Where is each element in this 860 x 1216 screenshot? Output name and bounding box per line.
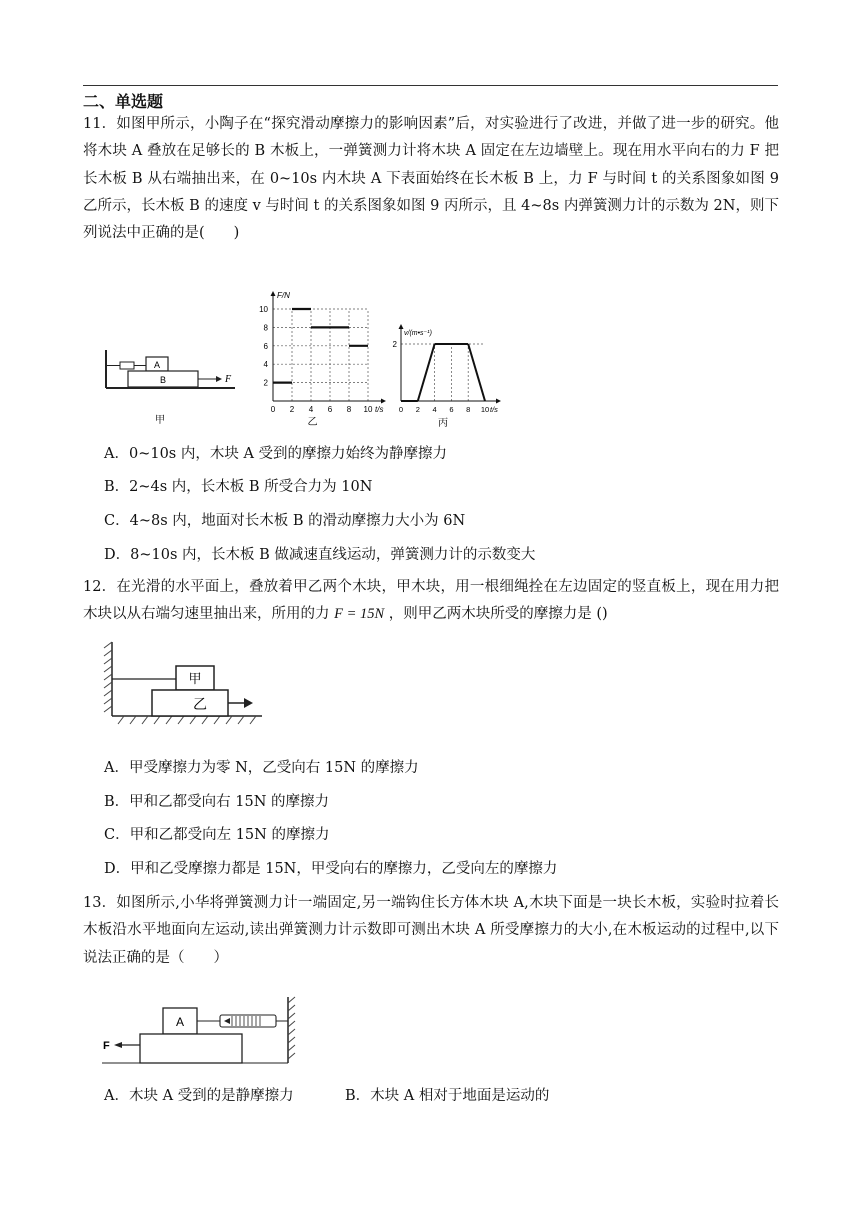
bing-ytick-label: 2 [392,340,397,349]
q11-chart-yi [243,283,393,428]
q12-figure [100,638,280,728]
yi-xlabel: t/s [375,405,384,414]
yi-xtick-label: 4 [308,405,314,414]
q13-label-a: A [175,1015,185,1029]
bing-x-arrow [496,399,501,404]
jia-label-f: F [225,374,232,385]
jia-label-a: A [153,360,161,370]
q12-option-d[interactable]: D．甲和乙受摩擦力都是 15N，甲受向右的摩擦力，乙受向左的摩擦力 [104,861,558,877]
yi-xtick-label: 2 [289,405,295,414]
q11-option-d[interactable]: D．8~10s 内，长木板 B 做减速直线运动，弹簧测力计的示数变大 [104,547,536,563]
jia-label-b: B [159,375,167,385]
q12-stem [83,574,779,629]
q12-option-a[interactable]: A．甲受摩擦力为零 N，乙受向右 15N 的摩擦力 [104,760,419,776]
q12-option-c[interactable]: C．甲和乙都受向左 15N 的摩擦力 [104,827,330,843]
q13-option-b[interactable]: B．木块 A 相对于地面是运动的 [345,1088,550,1104]
q13-option-a[interactable]: A．木块 A 受到的是静摩擦力 [104,1088,294,1104]
bing-xtick-label: 6 [449,405,454,414]
bing-segment-1 [418,344,435,401]
bing-xlabel: t/s [490,405,498,414]
yi-ytick-label: 6 [263,341,268,351]
section-heading: 二、单选题 [83,92,164,111]
bing-segment-3 [468,344,485,401]
yi-xtick-label: 10 [363,405,373,414]
yi-ytick-label: 8 [263,323,268,333]
q12-stem-part1: 12．在光滑的水平面上，叠放着甲乙两个木块，甲木块，用一根细绳拴在左边固定的竖直板上，现在用力把木块以从右端匀速里抽出来，所用的力 [83,579,779,623]
q12-formula: F = 15N [334,606,385,623]
q11-option-b[interactable]: B．2~4s 内，长木板 B 所受合力为 10N [104,479,373,495]
q12-stem-part2: ，则甲乙两木块所受的摩擦力是 () [384,606,608,623]
q13-label-f: F [103,1040,110,1052]
q11-option-a[interactable]: A．0~10s 内，木块 A 受到的摩擦力始终为静摩擦力 [104,446,448,462]
q12-label-yi: 乙 [193,696,207,712]
yi-ytick-label: 4 [263,360,268,370]
yi-y-arrow [271,291,276,296]
bing-caption: 丙 [438,418,448,428]
yi-xtick-label: 0 [270,405,276,414]
bing-xtick-label: 10 [480,405,490,414]
yi-ytick-label: 10 [259,305,268,314]
yi-ytick-label: 2 [263,378,268,388]
header-rule [83,85,778,86]
q12-option-b[interactable]: B．甲和乙都受向右 15N 的摩擦力 [104,794,330,810]
bing-xtick-label: 4 [432,405,437,414]
bing-xtick-label: 0 [398,405,404,414]
q13-figure [100,995,300,1070]
bing-y-arrow [399,324,404,329]
yi-caption: 乙 [307,417,318,428]
jia-caption: 甲 [155,415,165,426]
q11-chart-bing [385,313,510,428]
q13-stem: 13．如图所示,小华将弹簧测力计一端固定,另一端钩住长方体木块 A,木块下面是一块长木板，实验时拉着长木板沿水平地面向左运动,读出弹簧测力计示数即可测出木块 A 所受摩擦力的大小,在木板运动的过程中,以下说法正确的是（ ） [83,895,779,966]
q11-figure-jia [100,340,240,430]
yi-xtick-label: 8 [346,405,352,414]
q12-label-jia: 甲 [188,671,202,686]
bing-xtick-label: 8 [466,405,471,414]
q11-option-c[interactable]: C．4~8s 内，地面对长木板 B 的滑动摩擦力大小为 6N [104,513,466,529]
yi-ylabel: F/N [277,291,290,300]
yi-xtick-label: 6 [327,405,333,414]
bing-ylabel: v/(m•s⁻¹) [404,330,432,337]
q11-stem: 11．如图甲所示，小陶子在“探究滑动摩擦力的影响因素”后，对实验进行了改进，并做了进一步的研究。他将木块 A 叠放在足够长的 B 木板上，一弹簧测力计将木块 A 固定在左边墙壁上。现在用水平向右的力 F 把长木板 B 从右端抽出来，在 0~10s 内木块 A 下表面始终在长木板 B 上，力 F 与时间 t 的关系图象如图 9 乙所示，长木板 B 的速度 v 与时间 t 的关系图象如图 9 丙所示，且 4~8s 内弹簧测力计的示数为 2N，则下列说法中正确的是( ) [83,116,779,242]
bing-xtick-label: 2 [415,405,420,414]
